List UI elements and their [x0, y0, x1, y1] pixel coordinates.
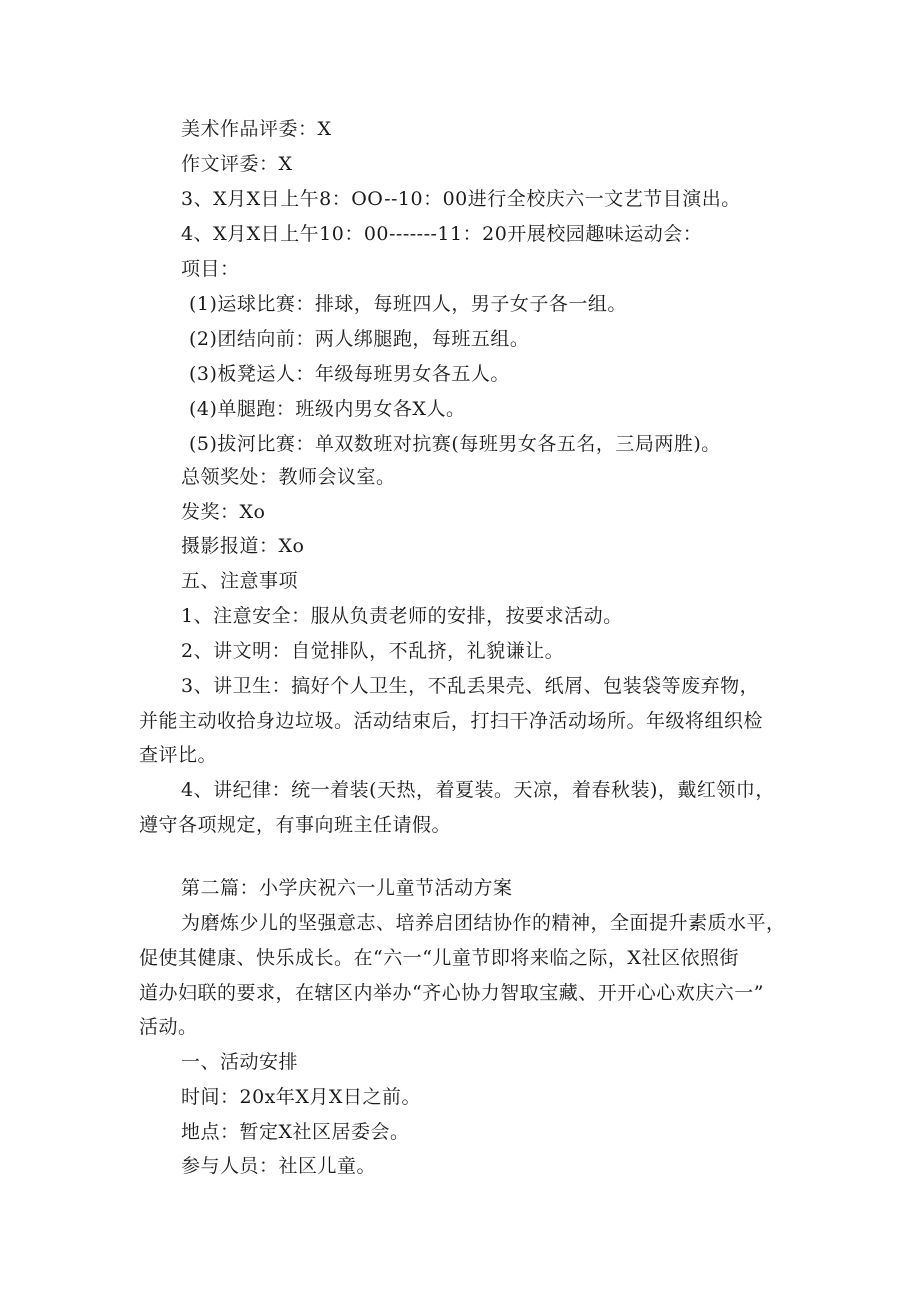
- intro-line3: 道办妇联的要求，在辖区内举办“齐心协力智取宝藏、开开心心欢庆六一”: [139, 982, 764, 1004]
- section-notes-heading: 五、注意事项: [181, 570, 299, 592]
- event-1: (1)运球比赛：排球，每班四人，男子女子各一组。: [189, 293, 627, 315]
- award-office: 总领奖处：教师会议室。: [181, 466, 396, 488]
- photo-report: 摄影报道：Xo: [181, 535, 305, 557]
- note-3-line2: 并能主动收拾身边垃圾。活动结束后，打扫干净活动场所。年级将组织检: [139, 710, 764, 732]
- note-2: 2、讲文明：自觉排队，不乱挤，礼貌谦让。: [181, 640, 565, 662]
- judge-essay: 作文评委：X: [181, 153, 293, 175]
- note-1: 1、注意安全：服从负责老师的安排，按要求活动。: [181, 605, 623, 627]
- event-5: (5)拔河比赛：单双数班对抗赛(每班男女各五名，三局两胜)。: [189, 433, 721, 455]
- event-2: (2)团结向前：两人绑腿跑，每班五组。: [189, 328, 530, 350]
- arrangement-place: 地点：暂定X社区居委会。: [181, 1121, 410, 1143]
- note-4-line2: 遵守各项规定，有事向班主任请假。: [139, 814, 452, 836]
- note-3-line1: 3、讲卫生：搞好个人卫生，不乱丢果壳、纸屑、包装袋等废弃物，: [181, 675, 760, 697]
- part-two-title: 第二篇：小学庆祝六一儿童节活动方案: [181, 877, 513, 899]
- event-3: (3)板凳运人：年级每班男女各五人。: [189, 363, 510, 385]
- arrangement-participants: 参与人员：社区儿童。: [181, 1155, 377, 1177]
- arrangement-time: 时间：20x年X月X日之前。: [181, 1086, 421, 1108]
- item-3-performance: 3、X月X日上午8：OO--10：00进行全校庆六一文艺节目演出。: [181, 188, 741, 210]
- event-4: (4)单腿跑：班级内男女各X人。: [189, 398, 466, 420]
- judge-art: 美术作品评委：X: [181, 118, 332, 140]
- award-giver: 发奖：Xo: [181, 501, 266, 523]
- intro-line1: 为磨炼少儿的坚强意志、培养启团结协作的精神，全面提升素质水平，: [181, 912, 786, 934]
- note-3-line3: 查评比。: [139, 744, 218, 766]
- section-arrangement-heading: 一、活动安排: [181, 1051, 299, 1073]
- intro-line4: 活动。: [139, 1016, 198, 1038]
- intro-line2: 促使其健康、快乐成长。在“六一“儿童节即将来临之际，X社区依照街: [139, 947, 739, 969]
- events-heading: 项目：: [181, 258, 240, 280]
- note-4-line1: 4、讲纪律：统一着装(天热，着夏装。天凉，着春秋装)，戴红领巾，: [181, 779, 775, 801]
- item-4-sports: 4、X月X日上午10：00-------11：20开展校园趣味运动会：: [181, 223, 703, 245]
